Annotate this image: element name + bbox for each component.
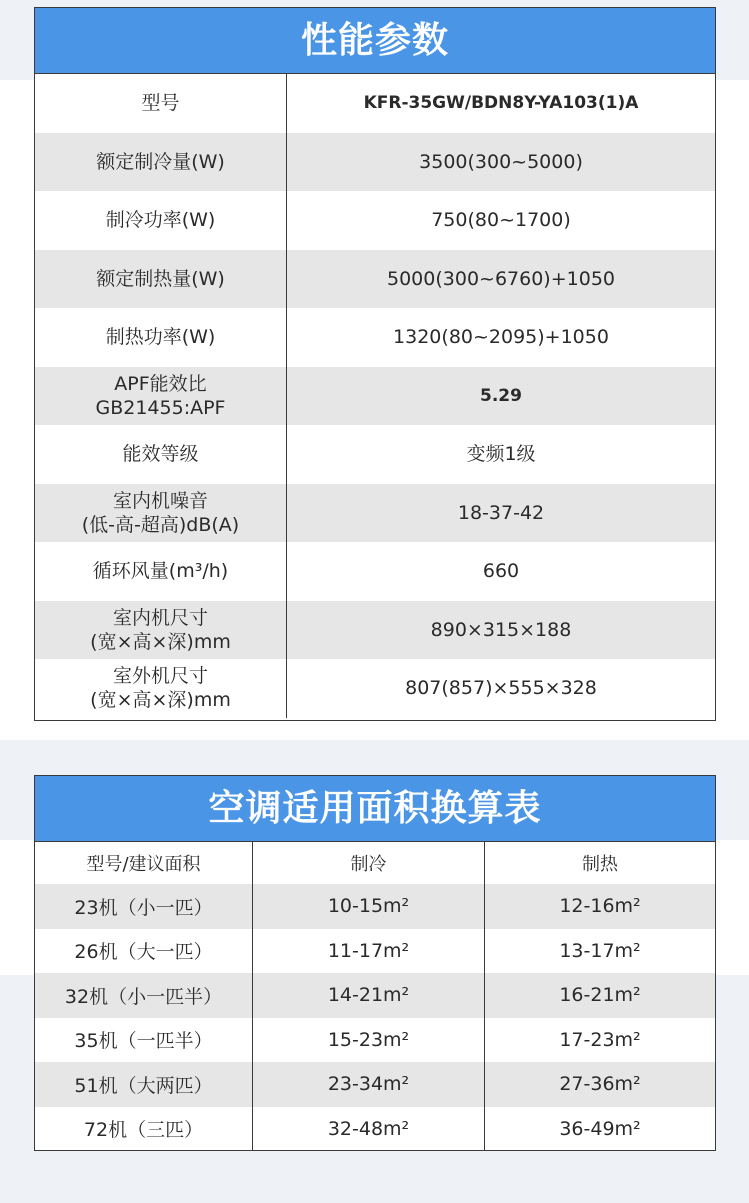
spec-row [35,484,715,543]
spec-label: 循环风量(m³/h) [35,542,287,601]
spec-row [35,191,715,250]
spec-label: 制热功率(W) [35,308,287,367]
spec-label: 能效等级 [35,425,287,484]
spec-label: 室内机尺寸 (宽×高×深)mm [35,601,287,660]
area-cell: 27-36m² [485,1062,716,1107]
area-row [35,929,715,974]
spec-value: 660 [482,560,520,583]
area-row [35,884,715,929]
area-row [35,973,715,1018]
spec-label: APF能效比 GB21455:APF [35,367,287,426]
area-row [35,1107,715,1152]
spec-value: 890×315×188 [287,601,716,660]
spec-row [35,601,715,660]
area-header-row [35,842,715,884]
spec-panel-title: 性能参数 [35,8,715,74]
area-panel [34,775,716,1151]
spec-value: 5.29 [287,367,716,426]
area-cell: 17-23m² [559,1028,641,1051]
spec-label: 室外机尺寸 (宽×高×深)mm [35,659,287,718]
area-row [35,1018,715,1063]
area-cell: 15-23m² [253,1018,485,1063]
spec-label: 额定制冷量(W) [35,133,287,192]
spec-value: 807(857)×555×328 [405,677,597,700]
spec-panel [34,7,716,721]
spec-value: 5000(300~6760)+1050 [287,250,716,309]
spec-row [35,425,715,484]
spec-value: 18-37-42 [287,484,716,543]
spec-row [35,133,715,192]
spec-table [35,74,715,718]
area-row [35,1062,715,1107]
spec-value: 变频1级 [466,443,536,466]
area-table [35,842,715,1151]
area-cell: 23机（小一匹） [35,884,253,929]
area-cell: 14-21m² [253,973,485,1018]
area-cell: 12-16m² [485,884,716,929]
area-cell: 11-17m² [253,929,485,974]
spec-row [35,308,715,367]
spec-value: 1320(80~2095)+1050 [393,326,609,349]
spec-value: 750(80~1700) [431,209,571,232]
area-cell: 32-48m² [253,1107,485,1152]
area-cell: 26机（大一匹） [35,929,253,974]
spec-label: 额定制热量(W) [35,250,287,309]
area-panel-title: 空调适用面积换算表 [35,776,715,842]
area-cell: 51机（大两匹） [35,1062,253,1107]
spec-row [35,74,715,133]
area-cell: 10-15m² [253,884,485,929]
spec-row [35,542,715,601]
area-header-cell: 制冷 [253,842,485,884]
area-header-cell: 型号/建议面积 [35,842,253,884]
area-cell: 32机（小一匹半） [35,973,253,1018]
spec-value: 3500(300~5000) [287,133,716,192]
area-cell: 72机（三匹） [35,1107,253,1152]
spec-row [35,250,715,309]
area-cell: 35机（一匹半） [35,1018,253,1063]
area-header-cell: 制热 [582,854,618,875]
area-cell: 23-34m² [253,1062,485,1107]
area-cell: 13-17m² [559,939,641,962]
spec-value: KFR-35GW/BDN8Y-YA103(1)A [363,93,639,114]
area-cell: 36-49m² [559,1117,641,1140]
spec-label: 型号 [35,74,287,133]
area-cell: 16-21m² [485,973,716,1018]
spec-row [35,367,715,426]
spec-label: 室内机噪音 (低-高-超高)dB(A) [35,484,287,543]
spec-label: 制冷功率(W) [35,191,287,250]
spec-row [35,659,715,718]
